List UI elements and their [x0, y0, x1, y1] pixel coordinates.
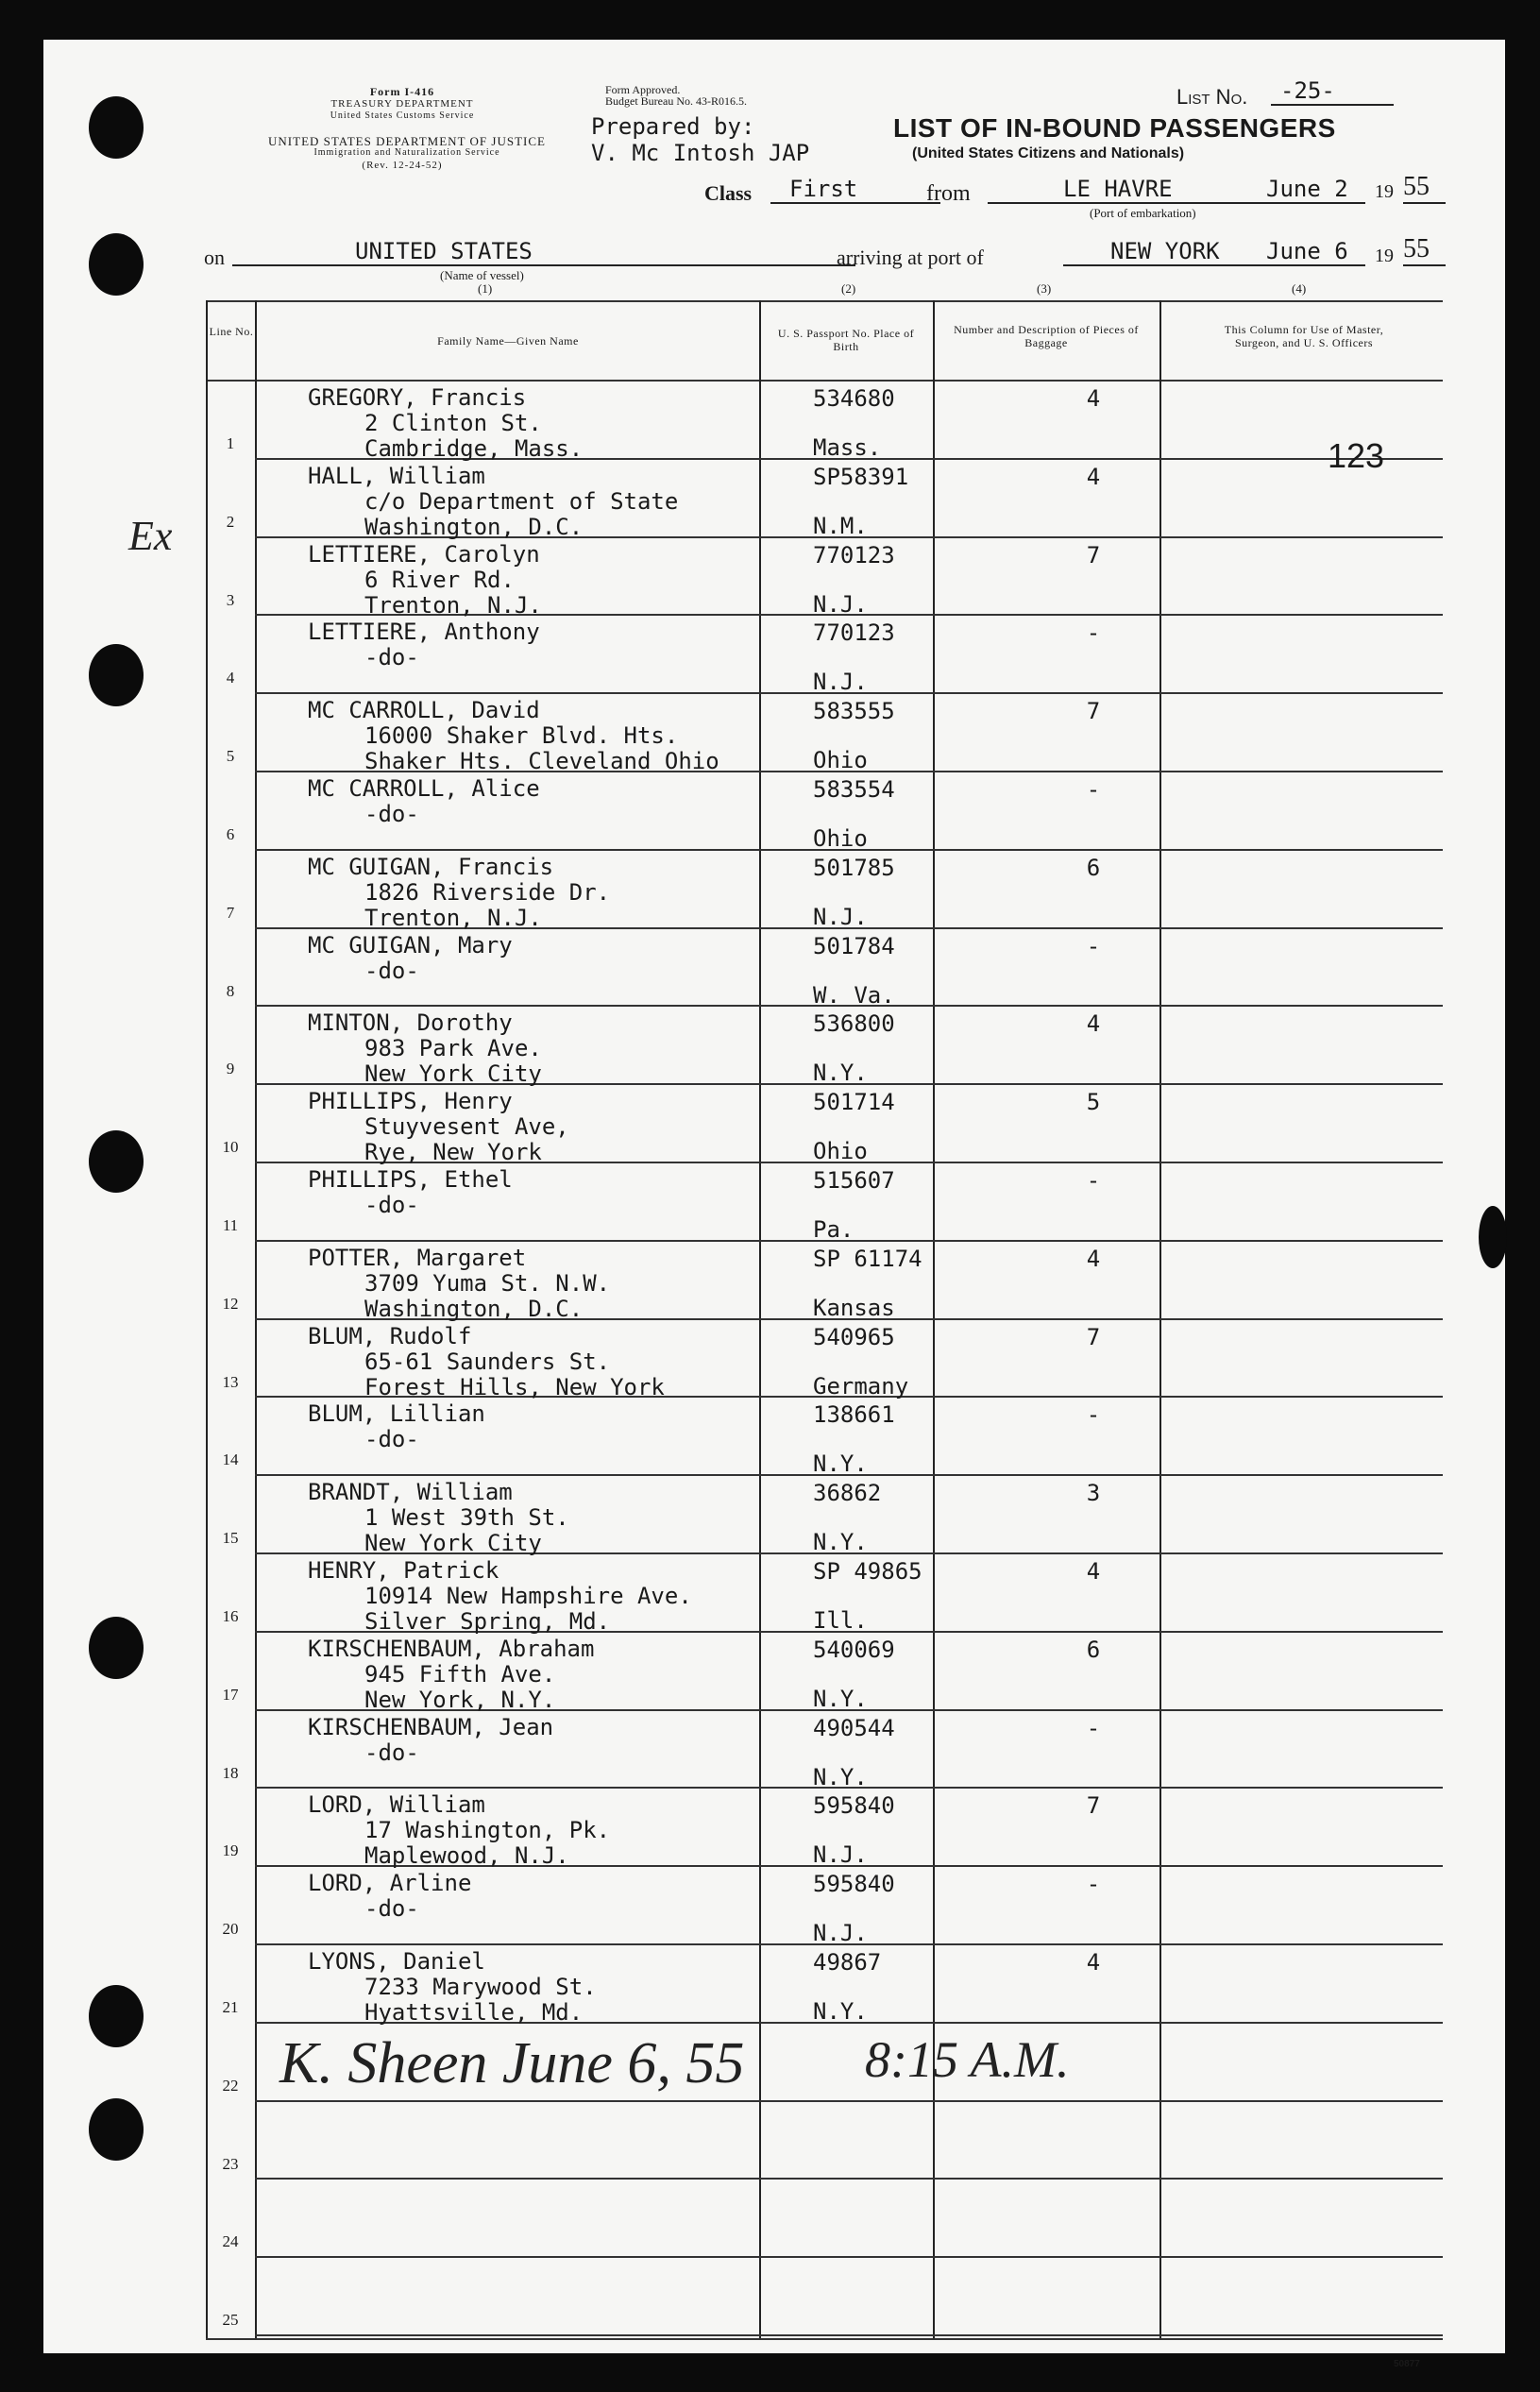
header-name: Family Name—Given Name	[437, 334, 579, 348]
passenger-address-line1: 983 Park Ave.	[364, 1035, 542, 1062]
baggage-count: 7	[1086, 541, 1101, 568]
baggage-count: -	[1086, 1714, 1101, 1741]
arrival-port: NEW YORK	[1110, 238, 1220, 264]
row-divider	[255, 2178, 1443, 2180]
place-of-birth: N.Y.	[813, 1060, 868, 1087]
passenger-address-line2: Maplewood, N.J.	[364, 1842, 569, 1870]
baggage-count: 3	[1086, 1480, 1101, 1507]
baggage-count: 4	[1086, 1245, 1101, 1272]
passport-number: 583554	[813, 776, 895, 803]
line-number: 15	[222, 1529, 239, 1548]
header-passport: U. S. Passport No. Place of Birth	[777, 327, 915, 353]
place-of-birth: N.Y.	[813, 1450, 868, 1478]
passenger-address-line1: 16000 Shaker Blvd. Hts.	[364, 722, 679, 750]
line-number: 22	[222, 2076, 239, 2095]
passenger-address-line1: -do-	[364, 1895, 419, 1923]
arrival-year: 55	[1403, 234, 1430, 263]
header-baggage: Number and Description of Pieces of Baggage	[954, 323, 1139, 349]
form-subtitle: (United States Citizens and Nationals)	[912, 145, 1185, 161]
passport-number: 49867	[813, 1949, 882, 1976]
line-number: 16	[222, 1607, 239, 1625]
passenger-address-line1: 945 Fifth Ave.	[364, 1660, 556, 1688]
passenger-address-line2: Forest Hills, New York	[364, 1373, 665, 1400]
line-number: 12	[222, 1294, 239, 1313]
passport-number: 770123	[813, 541, 895, 568]
passport-number: 540965	[813, 1323, 895, 1350]
baggage-count: -	[1086, 1871, 1101, 1898]
passport-number: 595840	[813, 1792, 895, 1820]
passenger-name: LORD, Arline	[308, 1870, 472, 1897]
passenger-name: MC GUIGAN, Francis	[308, 853, 554, 880]
baggage-count: 4	[1086, 1558, 1101, 1585]
passenger-address-line1: -do-	[364, 1739, 419, 1766]
baggage-count: -	[1086, 619, 1101, 647]
passport-number: SP 49865	[813, 1558, 922, 1585]
punch-hole	[89, 644, 144, 706]
passport-number: 501785	[813, 854, 895, 881]
col4-number: (4)	[1292, 281, 1307, 296]
from-port: LE HAVRE	[1063, 176, 1173, 202]
passenger-address-line1: 7233 Marywood St.	[364, 1974, 597, 2000]
place-of-birth: Pa.	[813, 1216, 855, 1243]
passenger-address-line1: 6 River Rd.	[364, 566, 515, 593]
arrival-year-prefix: 19	[1375, 246, 1394, 266]
place-of-birth: N.J.	[813, 903, 868, 930]
signature-line: K. Sheen June 6, 55	[279, 2031, 745, 2095]
line-number: 14	[222, 1450, 239, 1469]
passenger-name: PHILLIPS, Henry	[308, 1088, 513, 1115]
arrival-time: 8:15 A.M.	[865, 2031, 1070, 2088]
passenger-name: POTTER, Margaret	[308, 1244, 527, 1271]
port-embark-label: (Port of embarkation)	[1090, 206, 1196, 220]
arriving-label: arriving at port of	[837, 246, 984, 269]
place-of-birth: N.Y.	[813, 1998, 868, 2025]
place-of-birth: N.J.	[813, 590, 868, 618]
margin-note: Ex	[128, 513, 173, 559]
passport-number: 515607	[813, 1167, 895, 1194]
passenger-address-line2: Silver Spring, Md.	[364, 1608, 611, 1635]
baggage-count: -	[1086, 776, 1101, 803]
passenger-name: PHILLIPS, Ethel	[308, 1166, 513, 1193]
line-number: 13	[222, 1372, 239, 1391]
line-number: 24	[222, 2232, 239, 2251]
prepared-by-name: V. Mc Intosh JAP	[591, 140, 810, 166]
place-of-birth: N.Y.	[813, 1529, 868, 1556]
passenger-address-line2: Shaker Hts. Cleveland Ohio	[364, 748, 719, 775]
passenger-name: HENRY, Patrick	[308, 1557, 499, 1584]
passenger-address-line2: Washington, D.C.	[364, 1295, 584, 1322]
row-divider	[255, 2100, 1443, 2102]
punch-hole	[89, 1130, 144, 1193]
passport-number: SP58391	[813, 463, 909, 490]
passport-number: 540069	[813, 1636, 895, 1663]
line-number: 10	[222, 1138, 239, 1157]
baggage-count: 7	[1086, 698, 1101, 725]
passport-number: SP 61174	[813, 1245, 922, 1272]
line-number: 6	[226, 825, 235, 843]
passenger-address-line1: -do-	[364, 1426, 419, 1453]
passenger-address-line1: -do-	[364, 1192, 419, 1218]
from-year-prefix: 19	[1375, 181, 1394, 202]
passenger-name: LYONS, Daniel	[308, 1948, 485, 1975]
line-number: 2	[226, 512, 235, 531]
passenger-name: BLUM, Rudolf	[308, 1322, 472, 1349]
passenger-name: HALL, William	[308, 462, 485, 489]
agency-treasury: TREASURY DEPARTMENT	[330, 98, 474, 110]
punch-hole	[89, 2098, 144, 2161]
place-of-birth: Ohio	[813, 825, 868, 852]
passenger-address-line1: -do-	[364, 957, 419, 984]
passport-number: 595840	[813, 1871, 895, 1898]
line-number: 25	[222, 2311, 239, 2330]
passenger-address-line2: Rye, New York	[364, 1139, 542, 1166]
place-of-birth: N.J.	[813, 1841, 868, 1869]
place-of-birth: N.Y.	[813, 1763, 868, 1790]
form-title: LIST OF IN-BOUND PASSENGERS	[893, 113, 1336, 143]
passport-number: 534680	[813, 385, 895, 412]
line-number: 8	[226, 981, 235, 1000]
passport-number: 583555	[813, 698, 895, 725]
line-number: 17	[222, 1685, 239, 1704]
line-number: 4	[226, 669, 235, 687]
place-of-birth: Kansas	[813, 1294, 895, 1321]
passport-number: 501714	[813, 1089, 895, 1116]
punch-hole	[89, 96, 144, 159]
agency-customs: United States Customs Service	[330, 110, 475, 121]
line-number: 5	[226, 747, 235, 766]
passenger-address-line1: c/o Department of State	[364, 487, 679, 515]
header-line-no: Line No.	[209, 325, 254, 338]
row-divider	[255, 2334, 1443, 2336]
line-number: 20	[222, 1920, 239, 1939]
punch-hole	[89, 1985, 144, 2047]
passenger-name: LETTIERE, Carolyn	[308, 540, 540, 568]
passenger-address-line2: New York, N.Y.	[364, 1686, 556, 1713]
passenger-name: MC CARROLL, David	[308, 697, 540, 724]
passport-number: 36862	[813, 1480, 882, 1507]
punch-hole	[1479, 1206, 1507, 1268]
passenger-address-line1: -do-	[364, 801, 419, 827]
list-no-label: List No.	[1176, 85, 1248, 109]
passport-number: 490544	[813, 1714, 895, 1741]
passenger-name: BRANDT, William	[308, 1479, 513, 1506]
class-label: Class	[704, 181, 753, 205]
passport-number: 536800	[813, 1010, 895, 1038]
arrival-date: June 6	[1266, 238, 1348, 264]
passenger-address-line1: 2 Clinton St.	[364, 410, 542, 436]
passenger-address-line1: 1826 Riverside Dr.	[364, 878, 611, 906]
baggage-count: 7	[1086, 1323, 1101, 1350]
passport-number: 138661	[813, 1401, 895, 1429]
row-divider	[255, 2256, 1443, 2258]
place-of-birth: Ohio	[813, 747, 868, 774]
passenger-name: MC GUIGAN, Mary	[308, 931, 513, 958]
passenger-address-line2: New York City	[364, 1530, 542, 1557]
line-number: 9	[226, 1060, 235, 1078]
budget-bureau: Budget Bureau No. 43-R016.5.	[605, 94, 747, 108]
place-of-birth: Ohio	[813, 1138, 868, 1165]
baggage-count: 7	[1086, 1792, 1101, 1820]
baggage-count: 5	[1086, 1089, 1101, 1116]
agency-ins: Immigration and Naturalization Service	[313, 147, 500, 158]
place-of-birth: N.M.	[813, 512, 868, 539]
line-number: 3	[226, 590, 235, 609]
col2-number: (2)	[841, 281, 856, 296]
passenger-address-line2: Trenton, N.J.	[364, 591, 542, 619]
passenger-address-line1: 10914 New Hampshire Ave.	[364, 1583, 692, 1609]
passenger-address-line1: Stuyvesent Ave,	[364, 1113, 569, 1141]
punch-hole	[89, 233, 144, 296]
passenger-address-line1: -do-	[364, 644, 419, 671]
passenger-name: LORD, William	[308, 1791, 485, 1819]
line-number: 7	[226, 903, 235, 922]
form-number: Form I-416	[369, 85, 435, 98]
passport-number: 770123	[813, 619, 895, 647]
form-revision: (Rev. 12-24-52)	[362, 160, 443, 171]
passenger-name: LETTIERE, Anthony	[308, 619, 540, 646]
class-value: First	[789, 176, 858, 202]
on-label: on	[204, 246, 225, 269]
line-number: 21	[222, 1998, 239, 2016]
vessel-label: (Name of vessel)	[440, 268, 524, 282]
passenger-address-line1: 65-61 Saunders St.	[364, 1348, 611, 1375]
place-of-birth: Ill.	[813, 1607, 868, 1634]
form-approved: Form Approved.	[605, 83, 681, 96]
place-of-birth: N.J.	[813, 669, 868, 696]
passenger-name: GREGORY, Francis	[308, 384, 527, 411]
passenger-address-line1: 3709 Yuma St. N.W.	[364, 1269, 611, 1297]
place-of-birth: N.J.	[813, 1920, 868, 1947]
passenger-address-line1: 17 Washington, Pk.	[364, 1817, 611, 1844]
from-year: 55	[1403, 172, 1430, 201]
col1-number: (1)	[478, 281, 493, 296]
passenger-address-line2: New York City	[364, 1060, 542, 1088]
baggage-count: 6	[1086, 854, 1101, 881]
place-of-birth: N.Y.	[813, 1685, 868, 1712]
col3-number: (3)	[1037, 281, 1052, 296]
baggage-count: 4	[1086, 1949, 1101, 1976]
list-number: -25-	[1280, 77, 1335, 104]
passenger-name: KIRSCHENBAUM, Jean	[308, 1713, 554, 1740]
passport-number: 501784	[813, 932, 895, 959]
officer-note: 123	[1328, 436, 1385, 475]
agency-justice: UNITED STATES DEPARTMENT OF JUSTICE	[268, 134, 546, 148]
line-number: 23	[222, 2154, 239, 2173]
document-page	[43, 40, 1505, 2369]
baggage-count: -	[1086, 1167, 1101, 1194]
place-of-birth: Mass.	[813, 434, 882, 461]
baggage-count: 4	[1086, 385, 1101, 412]
line-number: 18	[222, 1763, 239, 1782]
header-officers: This Column for Use of Master, Surgeon, and U. S. Officers	[1224, 323, 1384, 349]
passenger-address-line2: Trenton, N.J.	[364, 904, 542, 931]
passenger-name: MINTON, Dorothy	[308, 1009, 513, 1037]
place-of-birth: Germany	[813, 1372, 909, 1400]
prepared-by-label: Prepared by:	[591, 113, 755, 140]
passenger-address-line2: Washington, D.C.	[364, 513, 584, 540]
vessel-name: UNITED STATES	[355, 238, 533, 264]
passenger-address-line2: Hyattsville, Md.	[364, 1999, 584, 2026]
line-number: 1	[226, 434, 235, 452]
baggage-count: 4	[1086, 463, 1101, 490]
punch-hole	[89, 1617, 144, 1679]
baggage-count: -	[1086, 932, 1101, 959]
baggage-count: 4	[1086, 1010, 1101, 1038]
line-number: 19	[222, 1841, 239, 1860]
baggage-count: -	[1086, 1401, 1101, 1429]
passenger-address-line1: 1 West 39th St.	[364, 1504, 569, 1532]
footer-code: 50877	[1394, 2359, 1420, 2369]
line-number: 11	[222, 1216, 239, 1234]
passenger-name: BLUM, Lillian	[308, 1400, 485, 1428]
passenger-address-line2: Cambridge, Mass.	[364, 435, 584, 462]
passenger-name: KIRSCHENBAUM, Abraham	[308, 1635, 595, 1662]
baggage-count: 6	[1086, 1636, 1101, 1663]
from-label: from	[926, 181, 971, 206]
from-date: June 2	[1266, 176, 1348, 202]
passenger-name: MC CARROLL, Alice	[308, 775, 540, 802]
place-of-birth: W. Va.	[813, 981, 895, 1009]
